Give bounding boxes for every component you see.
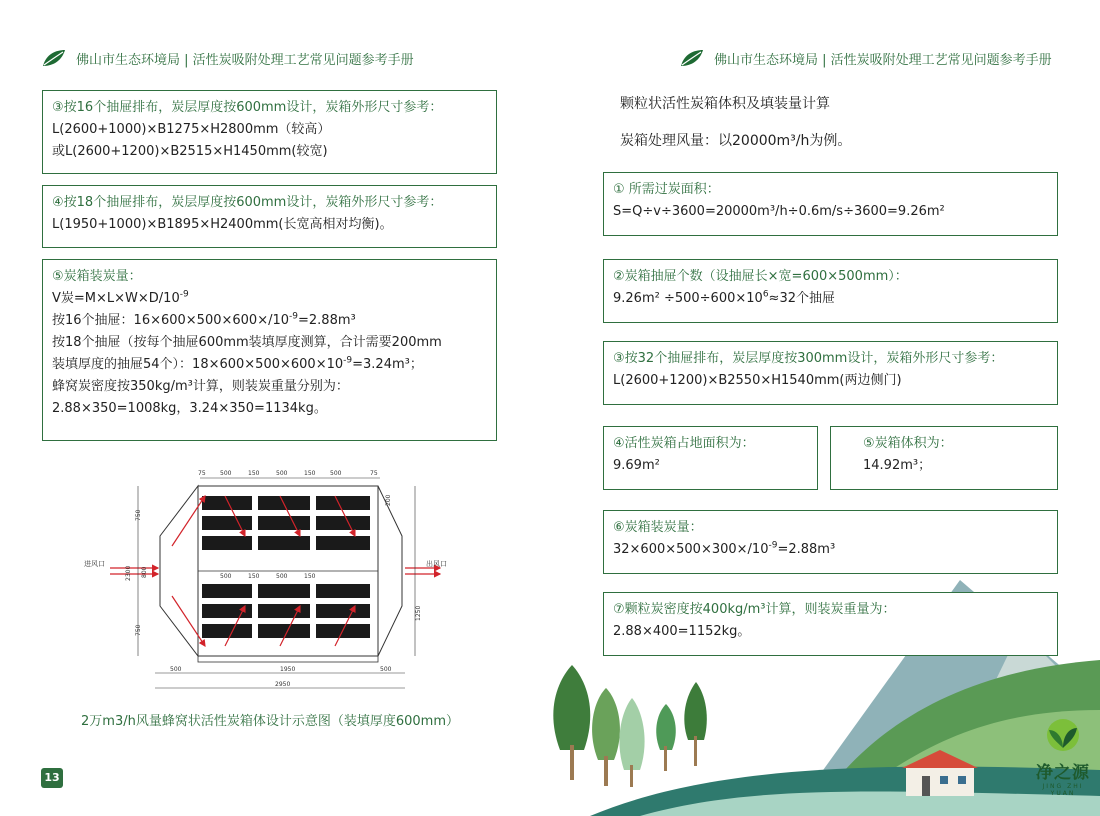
box-title: ⑤炭箱装炭量： bbox=[52, 269, 142, 284]
dim-500-top-1: 500 bbox=[220, 470, 232, 477]
left-header bbox=[42, 48, 414, 68]
box-value: 9.69m² bbox=[613, 458, 660, 473]
box-line: L(2600+1200)×B2550×H1540mm(两边侧门) bbox=[613, 373, 902, 388]
box-line: $9.26m^2 \div 500\div 600\times 10^6\approx 32$个抽屉 bbox=[613, 289, 835, 306]
box-title: ④活性炭箱占地面积为： bbox=[613, 436, 755, 451]
section-title: 颗粒状活性炭箱体积及填装量计算 bbox=[620, 96, 830, 112]
dim-150-top-1: 150 bbox=[248, 470, 260, 477]
box-line: $32\times 600\times 500\times 300\times/10^{-9}=2.88m^3$ bbox=[613, 540, 836, 557]
box-title: ① 所需过炭面积： bbox=[613, 182, 720, 197]
dim-1250-right: 1250 bbox=[415, 605, 422, 621]
box-line: L(2600+1000)×B1275×H2800mm（较高） bbox=[52, 122, 331, 137]
dim-150-top-2: 150 bbox=[304, 470, 316, 477]
carbon-box-drawing bbox=[80, 466, 460, 702]
airflow-text: 炭箱处理风量：以20000m³/h为例。 bbox=[620, 133, 852, 149]
box-title: ④按18个抽屉排布，炭层厚度按600mm设计，炭箱外形尺寸参考： bbox=[52, 195, 443, 210]
box-title: ⑥炭箱装炭量： bbox=[613, 520, 703, 535]
dim-75-top: 75 bbox=[198, 470, 206, 477]
dim-2300-left: 2300 bbox=[125, 565, 132, 581]
header-text: 佛山市生态环境局 | 活性炭吸附处理工艺常见问题参考手册 bbox=[76, 52, 414, 68]
outlet-label: 出风口 bbox=[426, 560, 447, 568]
box-title: ②炭箱抽屉个数（设抽屉长×宽=600×500mm）： bbox=[613, 269, 908, 284]
right-header bbox=[680, 48, 1052, 68]
dim-75-top-2: 75 bbox=[370, 470, 378, 477]
logo-subtext: JING ZHI YUAN bbox=[1042, 783, 1084, 797]
logo-text: 净之源 bbox=[1036, 763, 1090, 783]
right-box-5 bbox=[830, 426, 1058, 490]
left-box-4 bbox=[42, 185, 497, 248]
leaf-logo-icon bbox=[680, 48, 704, 68]
right-box-4 bbox=[603, 426, 818, 490]
box-title: ③按16个抽屉排布，炭层厚度按600mm设计，炭箱外形尺寸参考： bbox=[52, 100, 443, 115]
dim-500-top-3: 500 bbox=[330, 470, 342, 477]
dim-500-top-2: 500 bbox=[276, 470, 288, 477]
dim-500-mid: 500 bbox=[220, 573, 232, 580]
dim-750-left: 750 bbox=[135, 509, 142, 521]
brand-logo bbox=[1030, 718, 1096, 798]
box-line: 2.88×400=1152kg。 bbox=[613, 624, 751, 639]
left-box-5 bbox=[42, 259, 497, 441]
right-box-6 bbox=[603, 510, 1058, 574]
box-line: L(1950+1000)×B1895×H2400mm(长宽高相对均衡)。 bbox=[52, 217, 393, 232]
right-box-3 bbox=[603, 341, 1058, 405]
right-page bbox=[550, 0, 1100, 816]
dim-500-bottom-left: 500 bbox=[170, 666, 182, 673]
dim-750-left-2: 750 bbox=[135, 624, 142, 636]
dim-800-left: 800 bbox=[141, 566, 148, 578]
box-value: 14.92m³； bbox=[863, 458, 932, 473]
formula-line: 装填厚度的抽屉54个）：$18\times 600\times 500\times 600\times 10^{-9}=3.24m^3$； bbox=[52, 355, 423, 372]
right-box-1 bbox=[603, 172, 1058, 236]
right-box-7 bbox=[603, 592, 1058, 656]
box-title: ③按32个抽屉排布，炭层厚度按300mm设计，炭箱外形尺寸参考： bbox=[613, 351, 1004, 366]
right-box-2 bbox=[603, 259, 1058, 323]
formula-line: 按16个抽屉：$16\times 600\times 500\times 600\times/10^{-9}=2.88m^3$ bbox=[52, 311, 356, 328]
sprout-icon bbox=[1043, 718, 1083, 752]
dim-150-mid-2: 150 bbox=[304, 573, 316, 580]
page-number: 13 bbox=[41, 768, 63, 788]
formula-line: 蜂窝炭密度按350kg/m³计算，则装炭重量分别为： bbox=[52, 379, 349, 394]
diagram-caption: 2万m3/h风量蜂窝状活性炭箱体设计示意图（装填厚度600mm） bbox=[81, 714, 459, 729]
inlet-label: 进风口 bbox=[84, 560, 105, 568]
formula-line: V炭$=M\times L\times W\times D/10^{-9}$ bbox=[52, 289, 189, 306]
formula-line: 按18个抽屉（按每个抽屉600mm装填厚度测算，合计需要200mm bbox=[52, 335, 442, 350]
box-line: 或L(2600+1200)×B2515×H1450mm(较宽) bbox=[52, 144, 328, 159]
formula-line: 2.88×350=1008kg，3.24×350=1134kg。 bbox=[52, 401, 327, 416]
dim-500-mid-2: 500 bbox=[276, 573, 288, 580]
dim-500-bottom-right: 500 bbox=[380, 666, 392, 673]
dim-150-mid: 150 bbox=[248, 573, 260, 580]
box-line: S=Q÷v÷3600=20000m³/h÷0.6m/s÷3600=9.26m² bbox=[613, 204, 945, 219]
box-title: ⑤炭箱体积为： bbox=[863, 436, 953, 451]
left-box-3 bbox=[42, 90, 497, 174]
dim-1950-bottom: 1950 bbox=[280, 666, 296, 673]
leaf-logo-icon bbox=[42, 48, 66, 68]
dim-2950-bottom: 2950 bbox=[275, 681, 291, 688]
box-title: ⑦颗粒炭密度按400kg/m³计算，则装炭重量为： bbox=[613, 602, 896, 617]
dim-200-right: 200 bbox=[385, 494, 392, 506]
header-text: 佛山市生态环境局 | 活性炭吸附处理工艺常见问题参考手册 bbox=[714, 52, 1052, 68]
